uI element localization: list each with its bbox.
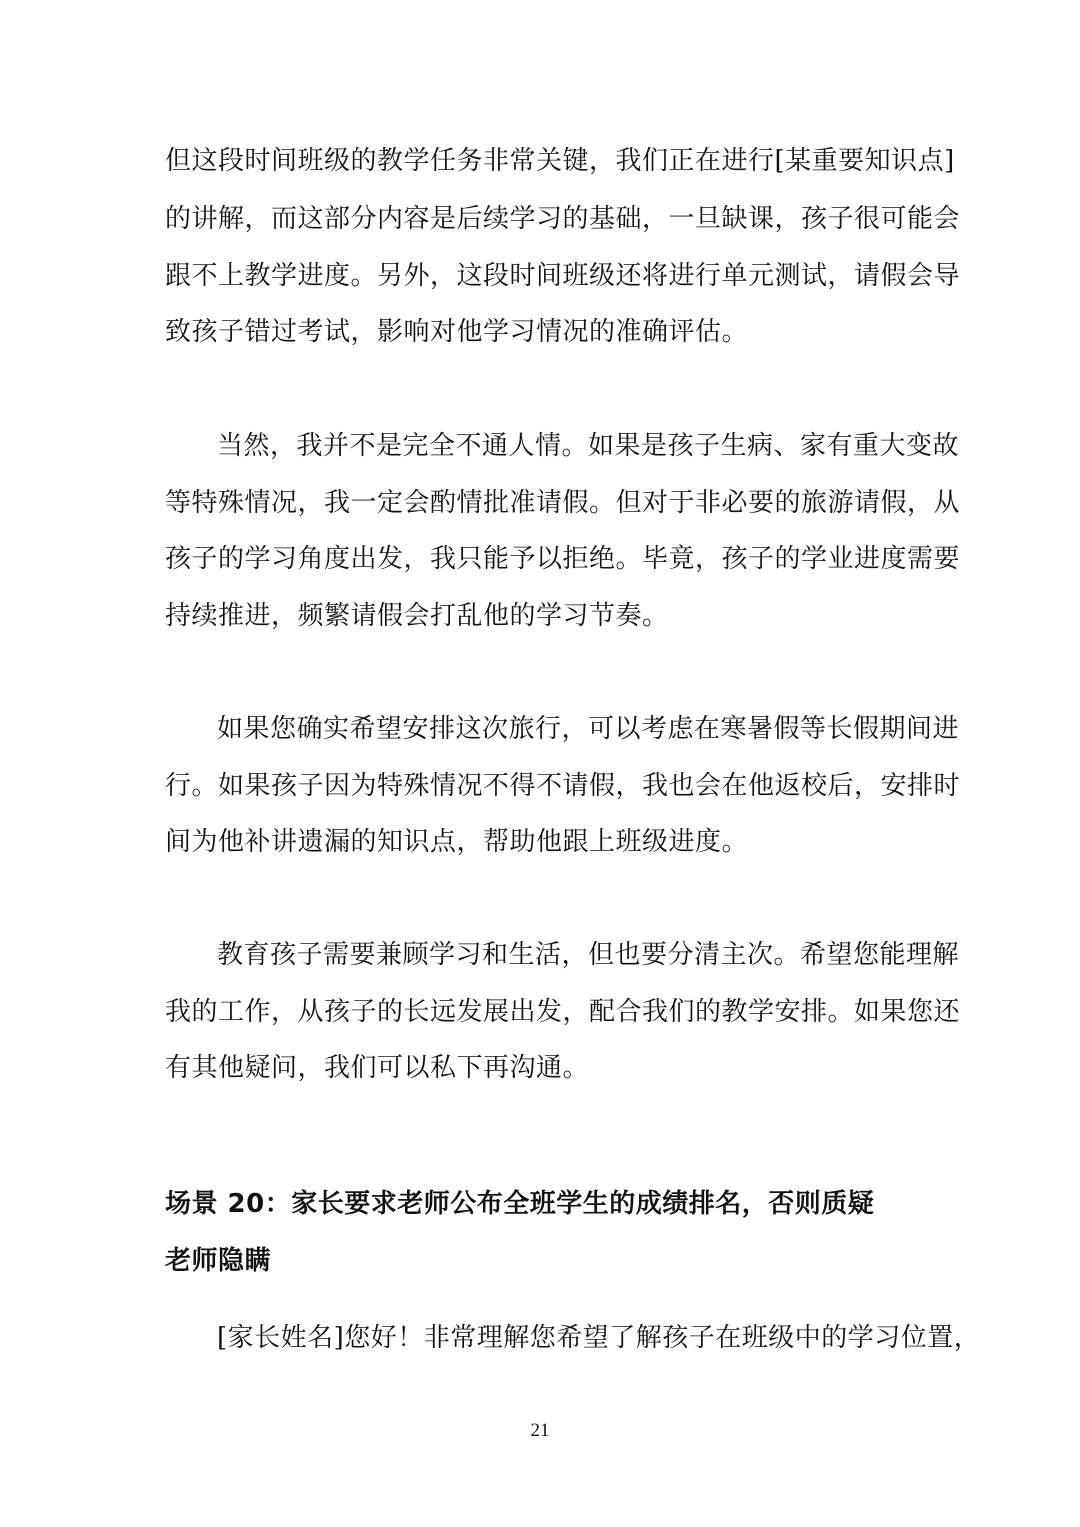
scene-heading-line-2: 老师隐瞒 (165, 1246, 272, 1276)
scene-heading-line-1: 场景 20：家长要求老师公布全班学生的成绩排名，否则质疑 (165, 1189, 875, 1219)
reply-opening-line: [家长姓名]您好！非常理解您希望了解孩子在班级中的学习位置， (217, 1323, 981, 1353)
paragraph-2-line-4: 持续推进，频繁请假会打乱他的学习节奏。 (165, 601, 669, 631)
paragraph-2-line-1: 当然，我并不是完全不通人情。如果是孩子生病、家有重大变故 (217, 431, 960, 461)
paragraph-2-line-3: 孩子的学习角度出发，我只能予以拒绝。毕竟，孩子的学业进度需要 (165, 544, 961, 574)
paragraph-1-line-4: 致孩子错过考试，影响对他学习情况的准确评估。 (165, 317, 749, 347)
paragraph-1-line-2: 的讲解，而这部分内容是后续学习的基础，一旦缺课，孩子很可能会 (165, 204, 961, 234)
page-number: 21 (530, 1420, 550, 1441)
paragraph-3-line-2: 行。如果孩子因为特殊情况不得不请假，我也会在他返校后，安排时 (165, 771, 961, 801)
paragraph-4-line-1: 教育孩子需要兼顾学习和生活，但也要分清主次。希望您能理解 (217, 940, 960, 970)
paragraph-4-line-3: 有其他疑问，我们可以私下再沟通。 (165, 1053, 590, 1083)
paragraph-2-line-2: 等特殊情况，我一定会酌情批准请假。但对于非必要的旅游请假，从 (165, 488, 961, 518)
paragraph-3-line-1: 如果您确实希望安排这次旅行，可以考虑在寒暑假等长假期间进 (217, 714, 960, 744)
paragraph-1-line-3: 跟不上教学进度。另外，这段时间班级还将进行单元测试，请假会导 (165, 261, 961, 291)
paragraph-3-line-3: 间为他补讲遗漏的知识点，帮助他跟上班级进度。 (165, 827, 749, 857)
paragraph-1-line-1: 但这段时间班级的教学任务非常关键，我们正在进行[某重要知识点] (165, 146, 955, 176)
paragraph-4-line-2: 我的工作，从孩子的长远发展出发，配合我们的教学安排。如果您还 (165, 997, 961, 1027)
